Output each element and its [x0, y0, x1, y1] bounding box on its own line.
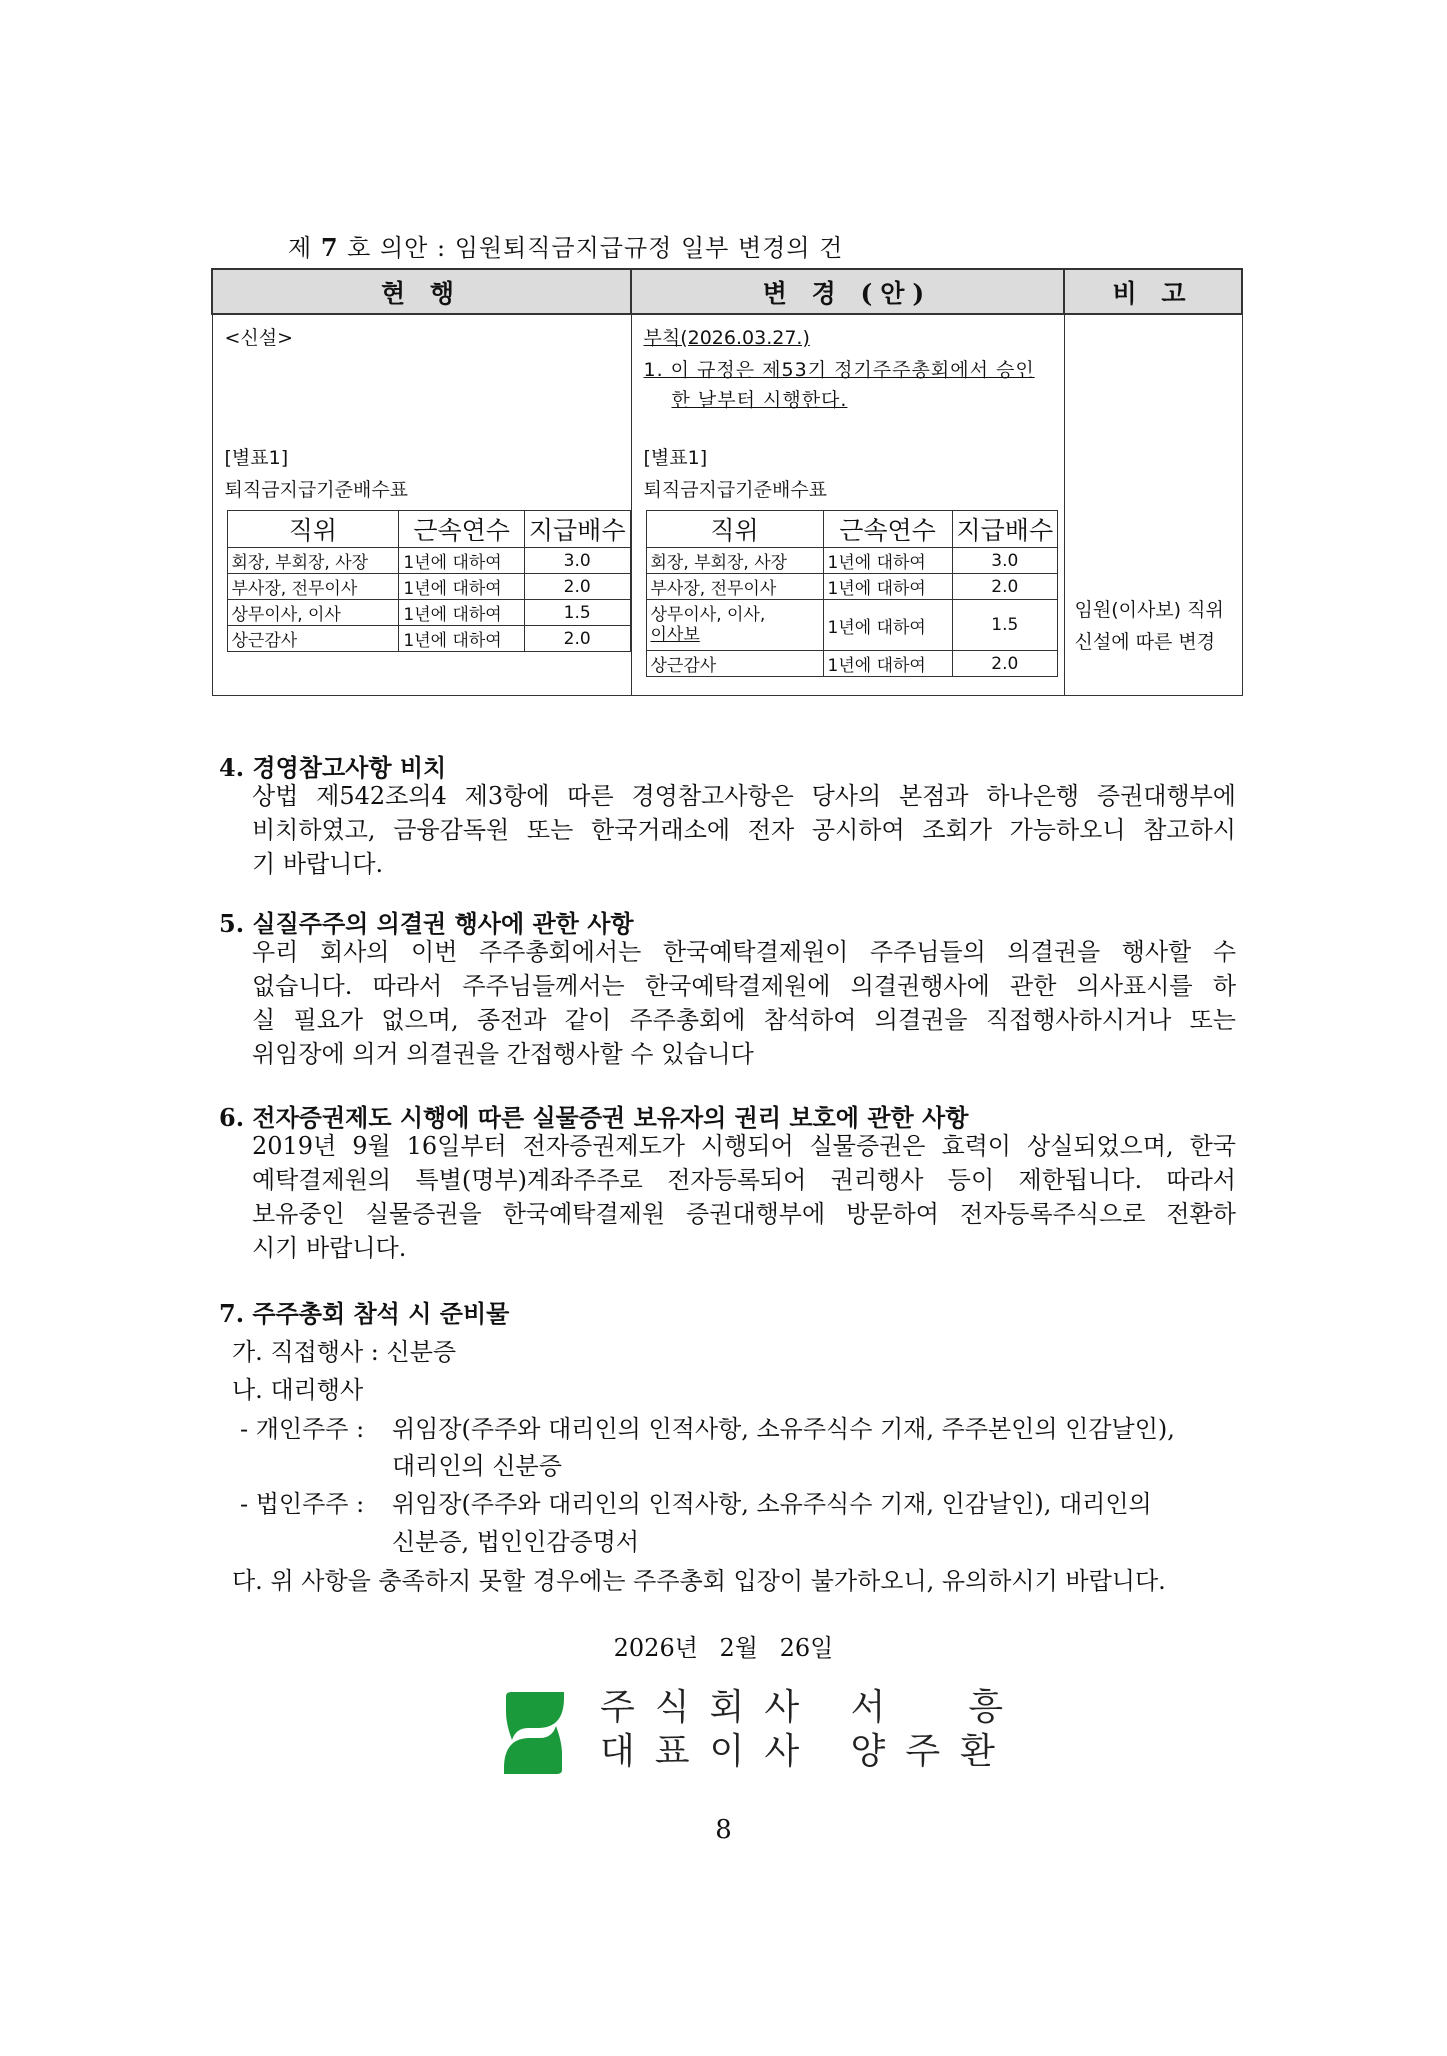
text-line: 보유중인 실물증권을 한국예탁결제원 증권대행부에 방문하여 전자등록주식으로 전환하 [252, 1200, 1236, 1228]
col-position: 직위 [646, 511, 823, 548]
text-line: 없습니다. 따라서 주주님들께서는 한국예탁결제원에 의결권행사에 관한 의사표시를 하 [252, 972, 1236, 1000]
proposed-cell [631, 314, 1064, 696]
table-row [227, 548, 630, 574]
supplement-clause-line1: 1. 이 규정은 제53기 정기주주총회에서 승인 [643, 359, 1035, 381]
table-row [646, 600, 1058, 651]
multiplier-cell: 1.5 [524, 600, 630, 626]
multiplier-cell: 3.0 [524, 548, 630, 574]
proposed-multiplier-table [646, 510, 1059, 677]
corporate-line2: 신분증, 법인인감증명서 [392, 1528, 640, 1556]
multiplier-cell: 3.0 [952, 548, 1058, 574]
table-row [646, 574, 1058, 600]
years-cell: 1년에 대하여 [823, 548, 952, 574]
text-line: 상법 제542조의4 제3항에 따른 경영참고사항은 당사의 본점과 하나은행 증권대행부에 [252, 782, 1236, 810]
current-cell [212, 314, 631, 696]
section-7-heading: 7. 주주총회 참석 시 준비물 [219, 1299, 510, 1328]
header-note: 비 고 [1064, 269, 1242, 314]
note-line2: 신설에 따른 변경 [1074, 631, 1216, 653]
text-line: 기 바랍니다. [252, 850, 384, 878]
added-position: 이사보 [650, 625, 700, 645]
text-line: 시기 바랍니다. [252, 1234, 407, 1262]
position-cell: 상무이사, 이사 [227, 600, 399, 626]
multiplier-cell: 1.5 [952, 600, 1058, 651]
text-line: 실 필요가 없으며, 종전과 같이 주주총회에 참석하여 의결권을 직접행사하시거나 또는 [252, 1006, 1236, 1034]
current-table-title: 퇴직금지급기준배수표 [224, 479, 409, 501]
col-years: 근속연수 [823, 511, 952, 548]
col-position: 직위 [227, 511, 399, 548]
individual-line2: 대리인의 신분증 [392, 1452, 562, 1480]
position-cell: 부사장, 전무이사 [646, 574, 823, 600]
text-line: 예탁결제원의 특별(명부)계좌주주로 전자등록되어 권리행사 등이 제한됩니다. 따라서 [252, 1166, 1236, 1194]
position-cell: 부사장, 전무이사 [227, 574, 399, 600]
supplement-clause-line2: 한 날부터 시행한다. [671, 389, 848, 411]
position-text: 상무이사, 이사, [650, 605, 766, 625]
section-5-heading: 5. 실질주주의 의결권 행사에 관한 사항 [219, 909, 634, 938]
ceo-name: 대표이사 양주환 [600, 1731, 1015, 1772]
section-6-body [252, 1129, 1236, 1265]
section-4-body [252, 779, 1236, 881]
table-row [227, 600, 630, 626]
text-line: 우리 회사의 이번 주주총회에서는 한국예탁결제원이 주주님들의 의결권을 행사할 수 [252, 938, 1236, 966]
note-cell [1064, 314, 1242, 696]
company-signature [600, 1686, 1023, 1774]
years-cell: 1년에 대하여 [399, 626, 524, 652]
position-cell: 회장, 부회장, 사장 [646, 548, 823, 574]
table-row [646, 651, 1058, 677]
header-current: 현 행 [212, 269, 631, 314]
amendment-table [211, 268, 1243, 696]
page-number: 8 [715, 1815, 732, 1845]
years-cell: 1년에 대하여 [823, 651, 952, 677]
document-date: 2026년 2월 26일 [613, 1634, 834, 1662]
text-line: 위임장에 의거 의결권을 간접행사할 수 있습니다 [252, 1040, 754, 1068]
supplement-title: 부칙(2026.03.27.) [643, 327, 810, 349]
section-6-heading: 6. 전자증권제도 시행에 따른 실물증권 보유자의 권리 보호에 관한 사항 [219, 1103, 969, 1132]
corporate-line1: 위임장(주주와 대리인의 인적사항, 소유주식수 기재, 인감날인), 대리인의 [392, 1490, 1152, 1518]
years-cell: 1년에 대하여 [823, 574, 952, 600]
section-4-heading: 4. 경영참고사항 비치 [219, 753, 447, 782]
new-mark: <신설> [224, 327, 294, 349]
multiplier-cell: 2.0 [524, 626, 630, 652]
proxy-exercise: 나. 대리행사 [232, 1376, 364, 1404]
years-cell: 1년에 대하여 [399, 600, 524, 626]
text-line: 비치하였고, 금융감독원 또는 한국거래소에 전자 공시하여 조회가 가능하오니 참고하시 [252, 816, 1236, 844]
header-proposed: 변 경 (안) [631, 269, 1064, 314]
multiplier-cell: 2.0 [952, 651, 1058, 677]
proposed-table-title: 퇴직금지급기준배수표 [643, 479, 828, 501]
company-name: 주식회사 서 흥 [600, 1687, 1023, 1728]
current-multiplier-table [227, 510, 631, 652]
current-appendix: [별표1] [224, 447, 289, 469]
direct-exercise: 가. 직접행사 : 신분증 [232, 1338, 457, 1366]
table-row [227, 626, 630, 652]
company-logo-icon [498, 1688, 570, 1778]
caution-line: 다. 위 사항을 충족하지 못할 경우에는 주주총회 입장이 불가하오니, 유의하시기 바랍니다. [232, 1567, 1166, 1595]
individual-line1: 위임장(주주와 대리인의 인적사항, 소유주식수 기재, 주주본인의 인감날인), [392, 1415, 1175, 1443]
col-years: 근속연수 [399, 511, 524, 548]
position-cell [646, 600, 823, 651]
individual-label: - 개인주주 : [240, 1415, 365, 1443]
section-5-body [252, 935, 1236, 1071]
col-multiplier: 지급배수 [952, 511, 1058, 548]
agenda-title: 제 7 호 의안 : 임원퇴직금지급규정 일부 변경의 건 [288, 233, 844, 262]
proposed-appendix: [별표1] [643, 447, 708, 469]
position-cell: 상근감사 [227, 626, 399, 652]
years-cell: 1년에 대하여 [823, 600, 952, 651]
multiplier-cell: 2.0 [952, 574, 1058, 600]
corporate-label: - 법인주주 : [240, 1490, 365, 1518]
position-cell: 상근감사 [646, 651, 823, 677]
position-cell: 회장, 부회장, 사장 [227, 548, 399, 574]
table-row [646, 548, 1058, 574]
multiplier-cell: 2.0 [524, 574, 630, 600]
text-line: 2019년 9월 16일부터 전자증권제도가 시행되어 실물증권은 효력이 상실되었으며, 한국 [252, 1132, 1236, 1160]
note-line1: 임원(이사보) 직위 [1074, 599, 1224, 621]
years-cell: 1년에 대하여 [399, 574, 524, 600]
table-row [227, 574, 630, 600]
years-cell: 1년에 대하여 [399, 548, 524, 574]
col-multiplier: 지급배수 [524, 511, 630, 548]
